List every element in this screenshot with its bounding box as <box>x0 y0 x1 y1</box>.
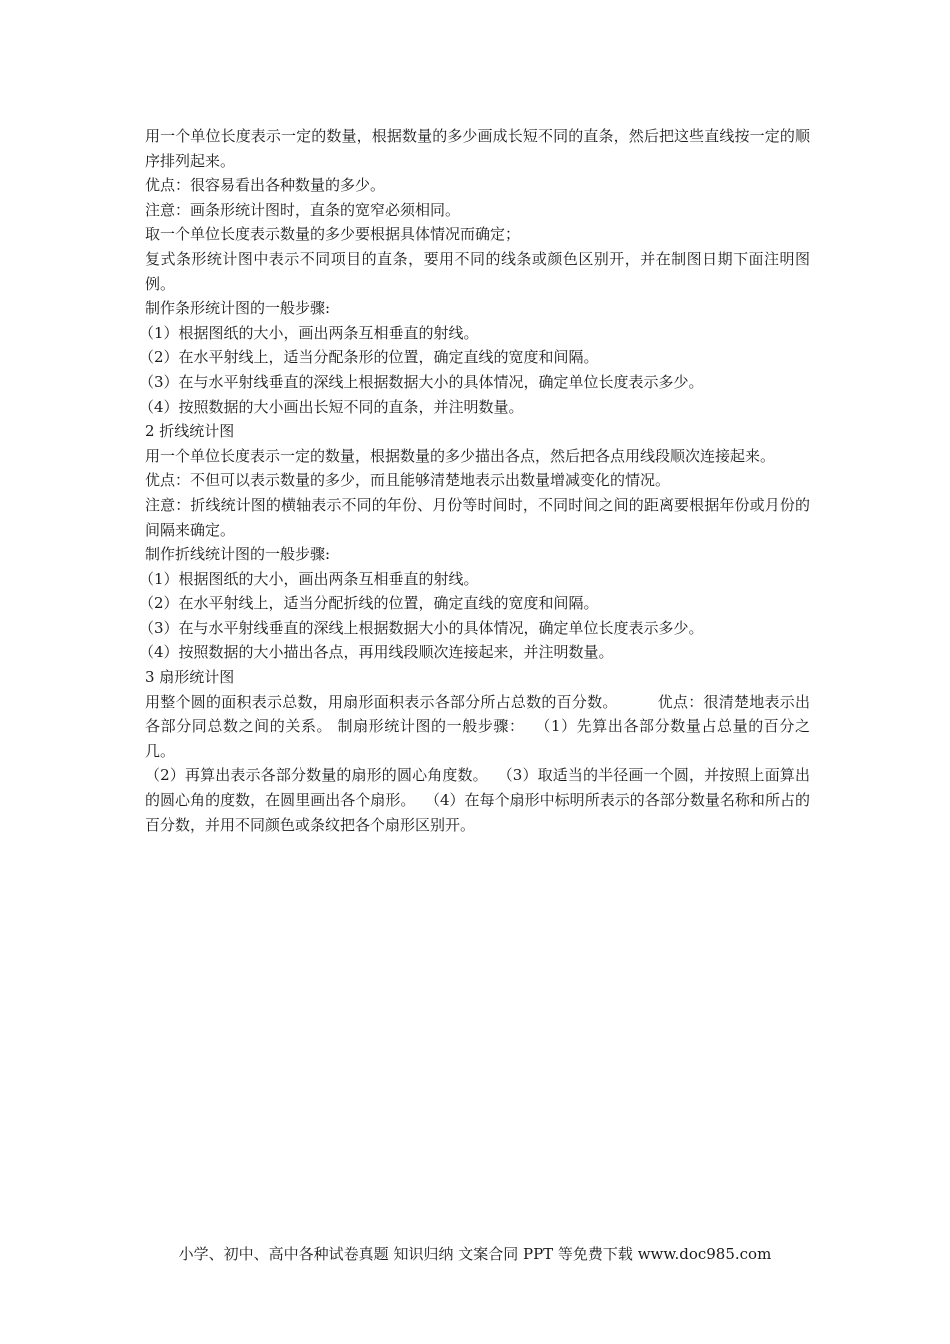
pie-chart-paragraph-2: （2）再算出表示各部分数量的扇形的圆心角度数。 （3）取适当的半径画一个圆，并按照上面算出的圆心角的度数，在圆里画出各个扇形。 （4）在每个扇形中标明所表示的各部分数量名称和所占的百分数，并用不同颜色或条纹把各个扇形区别开。 <box>145 766 810 834</box>
bar-chart-advantage: 优点：很容易看出各种数量的多少。 <box>145 176 386 195</box>
line-chart-note: 注意：折线统计图的横轴表示不同的年份、月份等时间时，不同时间之间的距离要根据年份或月份的间隔来确定。 <box>145 495 810 539</box>
page-footer: 小学、初中、高中各种试卷真题 知识归纳 文案合同 PPT 等免费下载 www.doc985.com <box>178 1245 772 1263</box>
line-chart-intro: 用一个单位长度表示一定的数量，根据数量的多少描出各点，然后把各点用线段顺次连接起来。 <box>145 446 776 465</box>
pie-chart-paragraph-1: 用整个圆的面积表示总数，用扇形面积表示各部分所占总数的百分数。 优点：很清楚地表示出各部分同总数之间的关系。 制扇形统计图的一般步骤： （1）先算出各部分数量占总量的百分之几。 <box>145 692 810 760</box>
bar-chart-compound-rule: 复式条形统计图中表示不同项目的直条，要用不同的线条或颜色区别开，并在制图日期下面注明图例。 <box>145 249 810 293</box>
line-chart-step-4: （4）按照数据的大小描出各点，再用线段顺次连接起来，并注明数量。 <box>139 643 614 662</box>
bar-chart-step-3: （3）在与水平射线垂直的深线上根据数据大小的具体情况，确定单位长度表示多少。 <box>139 372 704 391</box>
line-chart-advantage: 优点：不但可以表示数量的多少，而且能够清楚地表示出数量增减变化的情况。 <box>145 471 671 490</box>
line-chart-step-1: （1）根据图纸的大小，画出两条互相垂直的射线。 <box>139 569 479 588</box>
bar-chart-steps-heading: 制作条形统计图的一般步骤: <box>145 299 331 318</box>
bar-chart-unit-rule: 取一个单位长度表示数量的多少要根据具体情况而确定； <box>145 225 521 244</box>
line-chart-heading: 2 折线统计图 <box>145 422 235 441</box>
bar-chart-note: 注意：画条形统计图时，直条的宽窄必须相同。 <box>145 200 461 219</box>
line-chart-step-3: （3）在与水平射线垂直的深线上根据数据大小的具体情况，确定单位长度表示多少。 <box>139 618 704 637</box>
line-chart-steps-heading: 制作折线统计图的一般步骤: <box>145 545 331 564</box>
bar-chart-intro: 用一个单位长度表示一定的数量，根据数量的多少画成长短不同的直条，然后把这些直线按一定的顺序排列起来。 <box>145 127 810 170</box>
line-chart-step-2: （2）在水平射线上，适当分配折线的位置，确定直线的宽度和间隔。 <box>139 594 599 613</box>
pie-chart-heading: 3 扇形统计图 <box>145 668 235 687</box>
bar-chart-step-4: （4）按照数据的大小画出长短不同的直条，并注明数量。 <box>139 397 524 416</box>
bar-chart-step-2: （2）在水平射线上，适当分配条形的位置，确定直线的宽度和间隔。 <box>139 348 599 367</box>
document-body <box>139 124 810 837</box>
bar-chart-step-1: （1）根据图纸的大小，画出两条互相垂直的射线。 <box>139 323 479 342</box>
